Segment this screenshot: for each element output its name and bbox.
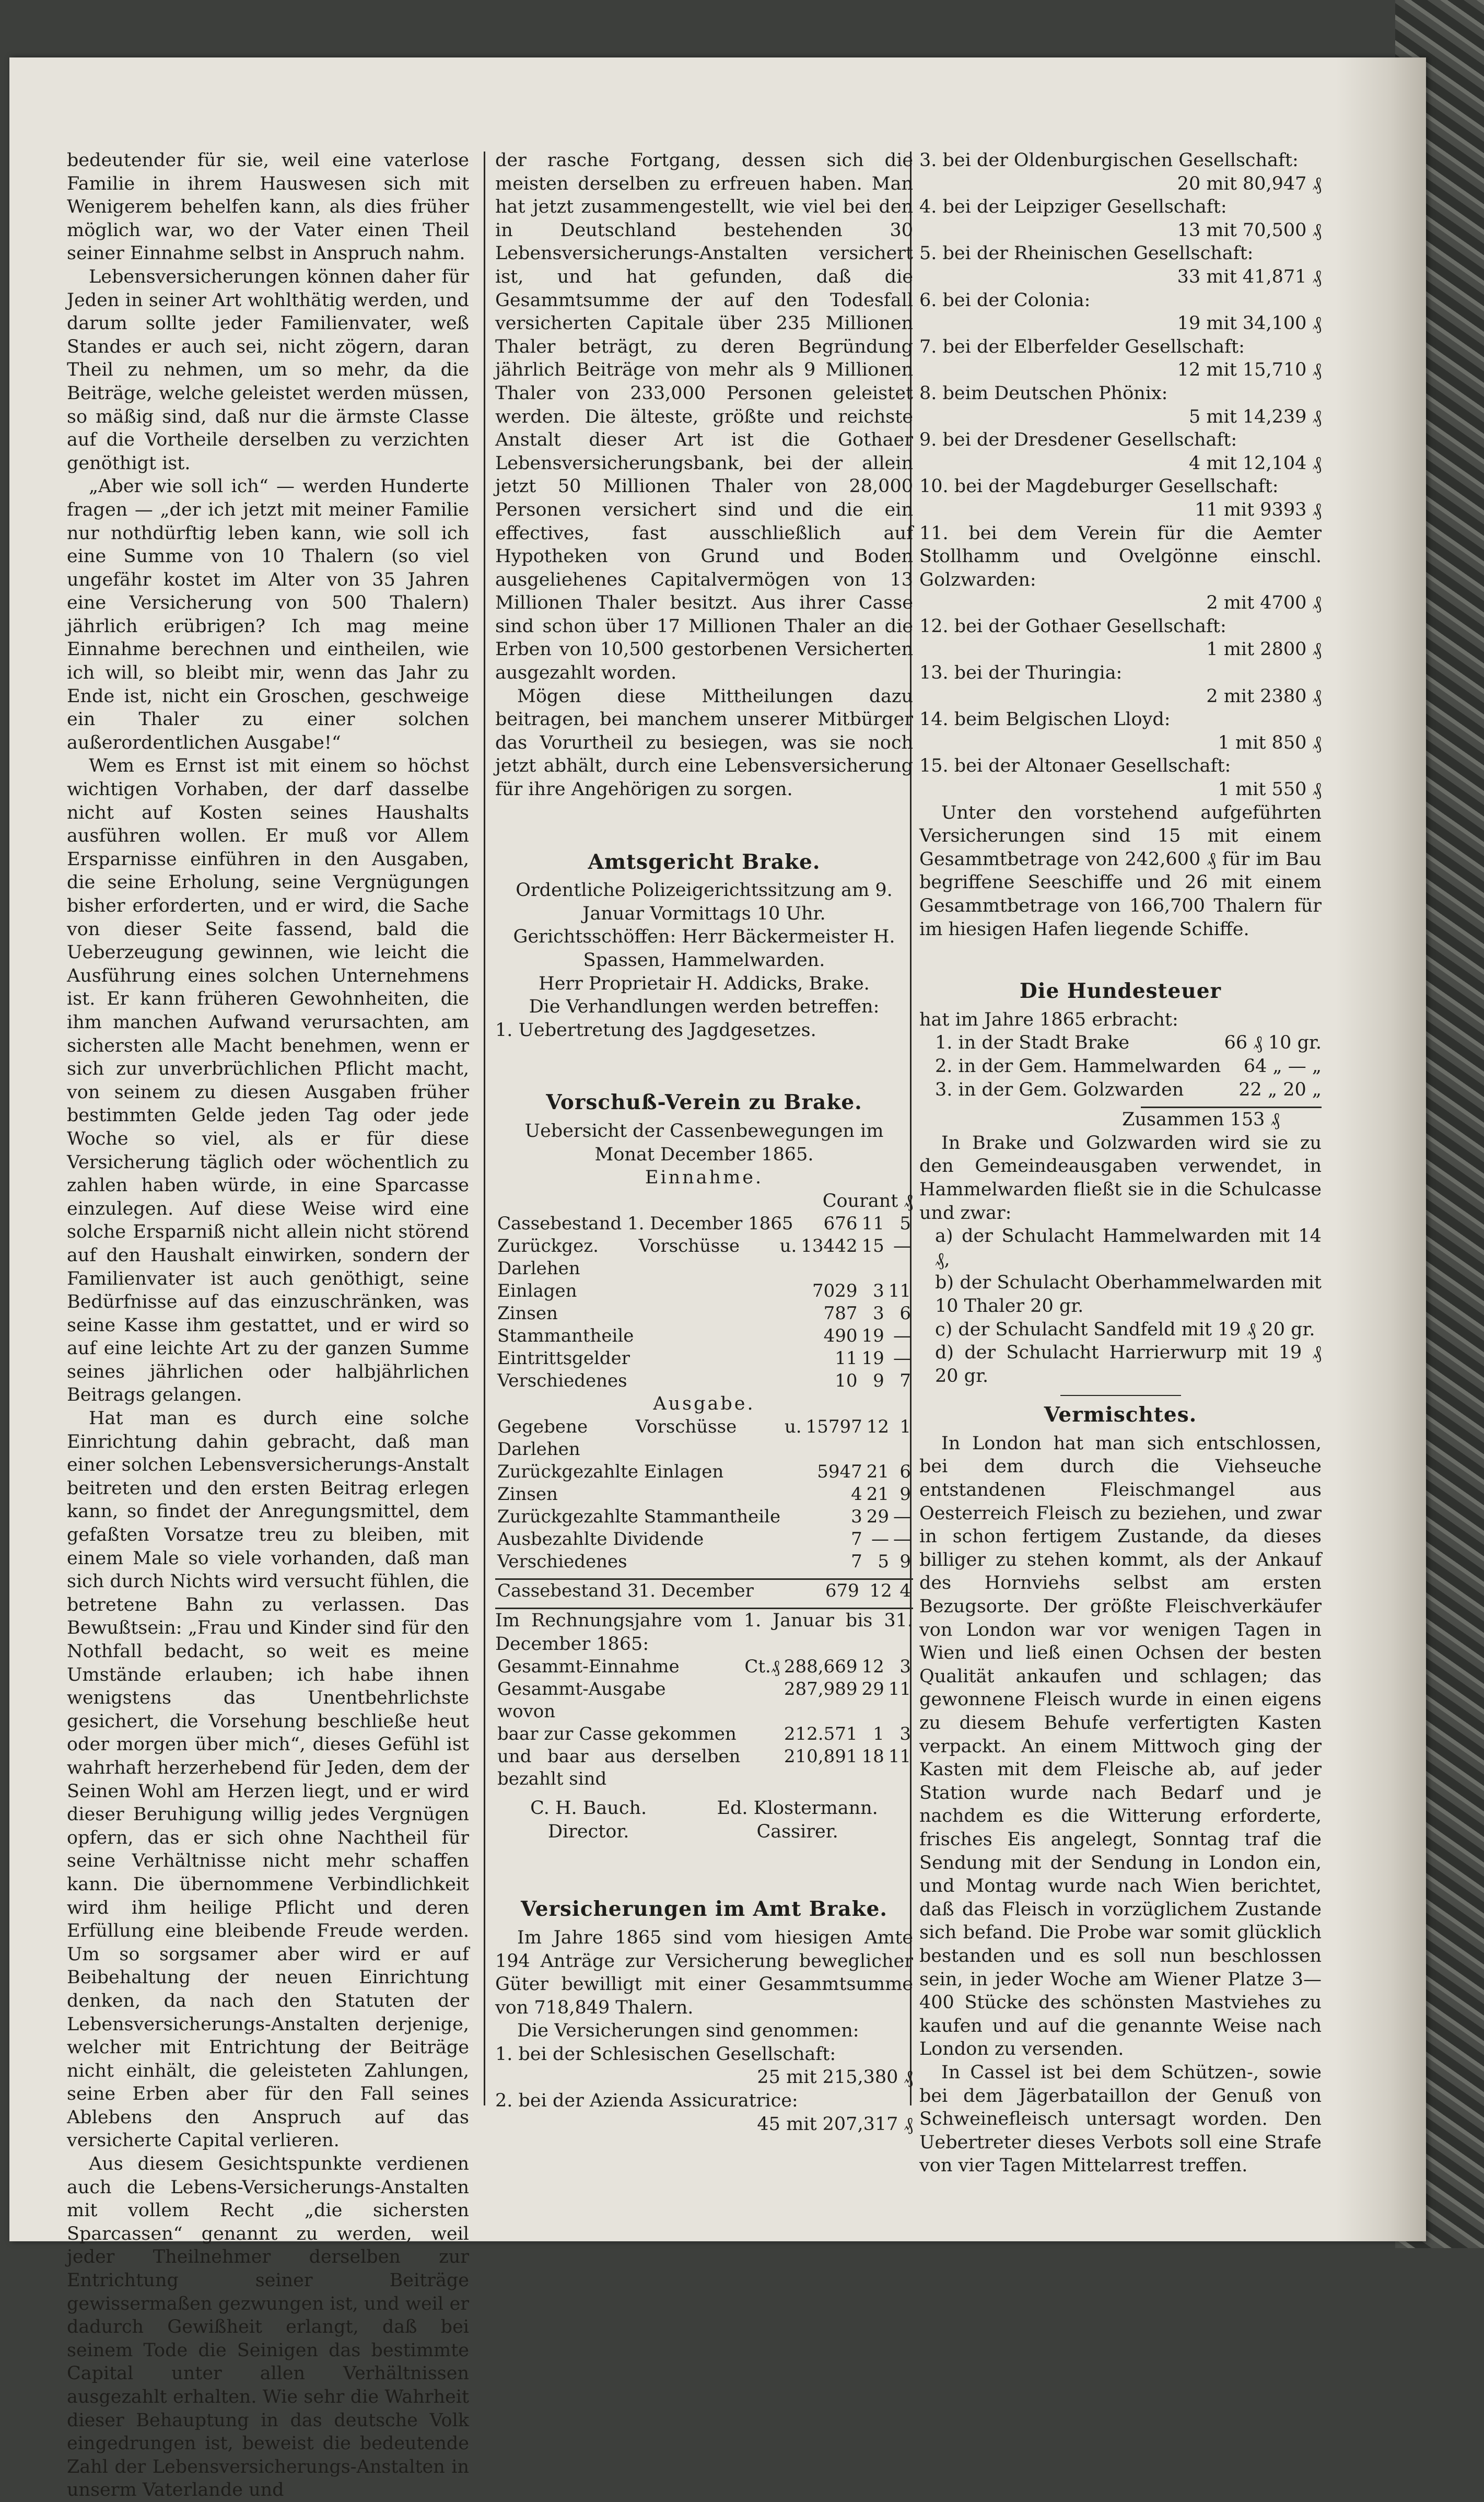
paragraph: In Brake und Golzwarden wird sie zu den Gemeindeausgaben verwendet, in Hammelwarden fließt sie in die Schulcasse und zwar:: [919, 1132, 1322, 1224]
dog-tax-row: [935, 1055, 1322, 1078]
row-label: Verschiedenes: [497, 1370, 627, 1392]
table-row: [495, 1701, 913, 1723]
divider: [1060, 1395, 1181, 1396]
row-value: 3: [851, 1506, 862, 1527]
row-value: 3: [899, 1724, 911, 1745]
signature-director: [530, 1797, 647, 1843]
insurer-value: 11 mit 9393 ₰: [1195, 499, 1322, 520]
signer-name: Ed. Klostermann.: [717, 1798, 878, 1819]
section-title-amtsgericht: Amtsgericht Brake.: [588, 849, 821, 874]
dog-tax-place: 1. in der Stadt Brake: [935, 1032, 1130, 1054]
paragraph: Lebensversicherungen können daher für Jeden in seiner Art wohlthätig werden, und darum sollte jeder Familienvater, weß Standes er auch sei, nicht zögern, daran Theil zu nehmen, um so mehr, da die Beiträge, welche geleistet werden müssen, so mäßig sind, daß nur die ärmste Classe auf die Vortheile derselben zu verzichten genöthigt ist.: [67, 266, 469, 474]
section-subtitle: Uebersicht der Cassenbewegungen im Monat December 1865.: [524, 1120, 884, 1165]
section-title-vorschuss-verein: Vorschuß-Verein zu Brake.: [546, 1090, 862, 1115]
closing-balance-table: [495, 1580, 913, 1602]
paragraph: Im Rechnungsjahre vom 1. Januar bis 31. December 1865:: [495, 1610, 913, 1655]
row-value: 19: [861, 1325, 884, 1347]
row-currency: [742, 1701, 782, 1723]
insurer-label: 8. beim Deutschen Phönix:: [919, 382, 1168, 404]
row-value: 4: [899, 1580, 911, 1601]
row-label: Gesammt-Ausgabe: [497, 1679, 666, 1700]
section-title-hundesteuer: Die Hundesteuer: [1019, 979, 1222, 1004]
insurer-label: 5. bei der Rheinischen Gesellschaft:: [919, 243, 1254, 264]
row-value: 7: [851, 1528, 862, 1550]
row-value: 7: [851, 1551, 862, 1572]
insurer-label: 6. bei der Colonia:: [919, 289, 1091, 311]
insurer-label: 7. bei der Elberfelder Gesellschaft:: [919, 336, 1245, 357]
paragraph: In Cassel ist bei dem Schützen-, sowie bei dem Jägerbataillon der Genuß von Schweinefleisch untersagt worden. Den Uebertreter dieses Verbots soll eine Strafe von vier Tagen Mittelarrest treffen.: [919, 2062, 1322, 2177]
insurer-value: 2 mit 4700 ₰: [1206, 592, 1322, 614]
paragraph: Ordentliche Polizeigerichtssitzung am 9. Januar Vormittags 10 Uhr.: [516, 880, 893, 924]
currency-label: Courant ₰: [822, 1190, 913, 1212]
insurer-value: 4 mit 12,104 ₰: [1188, 452, 1322, 474]
paragraph: Hat man es durch eine solche Einrichtung dahin gebracht, daß man einer solchen Lebensversicherungs-Anstalt beitreten und den ersten Beitrag erlegen kann, so findet der Anregungsmittel, dem gefaßten Vorsatze treu zu bleiben, mit einem Male so viele vorhanden, daß man sich durch Nichts wird versucht fühlen, die betretene Bahn zu verlassen. Das Bewußtsein: „Frau und Kinder sind für den Nothfall bedacht, so weit es meine Umstände erlauben; ich habe ihnen wenigstens das Unentbehrlichste gesichert, die Vorsehung beschließe heut oder morgen über mich“, dieses Gefühl ist wahrhaft herzerhebend für Jeden, dem der Seinen Wohl am Herzen liegt, und er wird dieser Beruhigung willig jedes Vergnügen opfern, das er sich ohne Nachtheil für seine Verhältnisse nicht mehr schaffen kann. Die übernommene Verbindlichkeit wird ihm heilige Pflicht und deren Erfüllung eine bleibende Freude werden. Um so sorgsamer aber wird er auf Beibehaltung der neuen Einrichtung denken, da nach den Statuten der Lebensversicherungs-Anstalten derjenige, welcher mit Entrichtung der Beiträge nicht einhält, die geleisteten Zahlungen, seine Erben aber für den Fall seines Ablebens den Anspruch auf das versicherte Capital verlieren.: [67, 1408, 469, 2151]
dog-tax-amount: 22 „ 20 „: [1238, 1079, 1322, 1100]
paragraph: bedeutender für sie, weil eine vaterlose Familie in ihrem Hauswesen sich mit Wenigerem behelfen kann, als dies früher möglich war, wo der Vater einen Theil seiner Einnahme selbst in Anspruch nahm.: [67, 150, 469, 264]
row-value: [782, 1701, 860, 1723]
signer-role: Director.: [547, 1821, 629, 1842]
insurer-value: 1 mit 850 ₰: [1218, 732, 1322, 753]
paragraph: Die Verhandlungen werden betreffen:: [529, 996, 880, 1018]
table-row: [495, 1235, 913, 1280]
paragraph: In London hat man sich entschlossen, bei dem durch die Viehseuche entstandenen Fleischmangel aus Oesterreich Fleisch zu beziehen, und zwar in schon fertigem Zustande, da dieses billiger zu stehen kommt, als der Ankauf des Hornviehs selbst am ersten Bezugsorte. Der größte Fleischverkäufer von London war vor wenigen Tagen in Wien und ließ einen Ochsen der besten Qualität ankaufen und schlagen; das gewonnene Fleisch wurde in einen eigens zu diesem Behufe verfertigten Kasten verpackt. An einem Mittwoch ging der Kasten mit dem Fleische ab, auf jeder Station wurde nach Bedarf und je nachdem es die Witterung erforderte, frisches Eis angelegt, Sonntag traf die Sendung mit der Sendung in London ein, und Montag wurde nach Wien berichtet, daß das Fleisch in vorzüglichem Zustande sich befand. Die Probe war somit glücklich bestanden und es soll nun beschlossen sein, in jeder Woche am Wiener Platze 3—400 Stücke des schönsten Mastviehes zu kaufen und auf die genannte Weise nach London zu versenden.: [919, 1433, 1322, 2060]
signer-name: C. H. Bauch.: [530, 1798, 647, 1819]
insurer-label: 13. bei der Thuringia:: [919, 662, 1123, 684]
row-label: Gesammt-Einnahme: [497, 1656, 680, 1678]
row-value: 6: [899, 1461, 911, 1482]
row-value: 676: [823, 1213, 858, 1235]
einnahme-table: [495, 1213, 913, 1392]
row-value: 3: [899, 1656, 911, 1678]
row-value: 210,891: [784, 1746, 858, 1767]
row-label: Stammantheile: [497, 1325, 634, 1347]
paragraph: der rasche Fortgang, dessen sich die meisten derselben zu erfreuen haben. Man hat jetzt zusammengestellt, wie viel bei den in Deutschland bestehenden 30 Lebensversicherungs-Anstalten versichert ist, und hat gefunden, daß die Gesammtsumme der auf den Todesfall versicherten Capitale über 235 Millionen Thaler beträgt, zu deren Begründung jährlich Beiträge von mehr als 9 Millionen Thaler von 233,000 Personen geleistet werden. Die älteste, größte und reichste Anstalt dieser Art ist die Gothaer Lebensversicherungsbank, bei der allein jetzt 50 Millionen Thaler von 28,000 Personen versichert sind und die ein effectives, fast ausschließlich auf Hypotheken von Grund und Boden ausgeliehenes Capitalvermögen von 13 Millionen Thaler besitzt. Aus ihrer Casse sind schon über 17 Millionen Thaler an die Erben von 10,500 gestorbenen Versicherten ausgezahlt worden.: [495, 150, 913, 684]
paragraph: hat im Jahre 1865 erbracht:: [919, 1009, 1178, 1030]
dog-tax-place: 3. in der Gem. Golzwarden: [935, 1079, 1184, 1100]
table-row: [495, 1302, 913, 1325]
row-value: —: [893, 1325, 911, 1347]
column-3: [919, 149, 1322, 2178]
table-row: [495, 1745, 913, 1790]
row-currency: [742, 1678, 782, 1701]
row-label: Einlagen: [497, 1281, 577, 1302]
row-value: 5: [899, 1213, 911, 1235]
insurer-value: 1 mit 550 ₰: [1218, 779, 1322, 800]
row-value: 12: [869, 1580, 892, 1601]
row-label: wovon: [497, 1701, 556, 1723]
signatures: [495, 1797, 913, 1843]
dog-tax-row: [935, 1078, 1322, 1102]
row-value: 10: [835, 1370, 858, 1392]
column-1: [67, 149, 469, 2502]
table-row: [495, 1580, 913, 1602]
list-item: b) der Schulacht Oberhammelwarden mit 10 Thaler 20 gr.: [935, 1272, 1322, 1317]
row-value: 12: [861, 1656, 884, 1678]
row-value: 787: [823, 1303, 858, 1324]
row-currency: [742, 1745, 782, 1790]
row-value: 29: [861, 1679, 884, 1700]
row-value: 7029: [812, 1281, 858, 1302]
row-value: 15797: [805, 1416, 862, 1437]
row-currency: [742, 1723, 782, 1745]
insurer-value: 25 mit 215,380 ₰: [757, 2067, 913, 2088]
row-value: 12: [866, 1416, 889, 1437]
insurer-value: 20 mit 80,947 ₰: [1177, 173, 1322, 194]
list-item: a) der Schulacht Hammelwarden mit 14 ₰,: [935, 1226, 1322, 1270]
row-value: 11: [888, 1746, 911, 1767]
insurer-label: 10. bei der Magdeburger Gesellschaft:: [919, 476, 1279, 497]
paragraph: „Aber wie soll ich“ — werden Hunderte fragen — „der ich jetzt mit meiner Familie nur nothdürftig leben kann, wie soll ich eine Summe von 10 Thalern (so viel ungefähr kostet im Alter von 35 Jahren eine Versicherung von 500 Thalern) jährlich erübrigen? Ich mag meine Einnahme berechnen und eintheilen, wie ich will, so bleibt mir, wenn das Jahr zu Ende ist, nicht ein Groschen, geschweige ein Thaler zu einer solchen außerordentlichen Ausgabe!“: [67, 476, 469, 753]
insurer-label: 4. bei der Leipziger Gesellschaft:: [919, 196, 1227, 218]
row-value: 490: [823, 1325, 858, 1347]
table-row: [495, 1347, 913, 1370]
row-value: 288,669: [784, 1656, 858, 1678]
table-row: [495, 1416, 913, 1461]
row-value: 11: [861, 1213, 884, 1235]
row-value: —: [893, 1506, 911, 1527]
insurer-value: 33 mit 41,871 ₰: [1177, 266, 1322, 287]
table-row: [495, 1483, 913, 1506]
insurer-label: 9. bei der Dresdener Gesellschaft:: [919, 429, 1237, 451]
dog-tax-place: 2. in der Gem. Hammelwarden: [935, 1055, 1221, 1077]
insurer-label: 12. bei der Gothaer Gesellschaft:: [919, 615, 1226, 637]
row-value: 18: [861, 1746, 884, 1767]
signature-cashier: [717, 1797, 878, 1843]
insurer-value: 2 mit 2380 ₰: [1206, 685, 1322, 707]
row-value: —: [893, 1348, 911, 1369]
column-rule-1: [484, 152, 485, 2105]
row-label: Eintrittsgelder: [497, 1348, 630, 1369]
row-currency: Ct.₰: [744, 1656, 780, 1678]
paragraph: Wem es Ernst ist mit einem so höchst wichtigen Vorhaben, der darf dasselbe nicht auf Kosten seines Haushalts ausführen wollen. Er muß vor Allem Ersparnisse einführen in den Ausgaben, die seine Erholung, seine Vergnügungen bisher erforderten, und er wird, die Sache von dieser Seite fassend, bald die Ueberzeugung gewinnen, wie leicht die Ausführung eines solchen Unternehmens ist. Er kann früheren Gewohnheiten, die ihm manchen Aufwand verursachten, am sichersten alle Macht benehmen, wenn er sich zur unverbrüchlichen Pflicht macht, von seinem zu diesen Ausgaben früher bestimmten Gelde jeden Tag oder jede Woche so viel, als er für diese Versicherung täglich oder wöchentlich zu zahlen haben würde, in eine Sparcasse einzulegen. Auf diese Weise wird eine solche Ersparniß nicht allein nicht störend auf den Haushalt einwirken, sondern der Familienvater ist auch genöthigt, seine Bedürfnisse auf das einzuschränken, was seine Kasse ihm gestattet, und er wird so auf eine leichte Art zu der ganzen Summe seines jährlichen oder halbjährlichen Beitrags gelangen.: [67, 755, 469, 1406]
row-label: Zurückgez. Vorschüsse u. Darlehen: [497, 1236, 797, 1279]
page-fold-shadow: [1336, 57, 1426, 2241]
row-value: 9: [899, 1483, 911, 1505]
row-value: 9: [899, 1551, 911, 1572]
paragraph: Gerichtsschöffen: Herr Bäckermeister H. Spassen, Hammelwarden.: [513, 926, 895, 971]
row-value: —: [871, 1528, 889, 1550]
paragraph: Herr Proprietair H. Addicks, Brake.: [539, 973, 870, 994]
ausgabe-table: [495, 1416, 913, 1573]
list-item: c) der Schulacht Sandfeld mit 19 ₰ 20 gr.: [935, 1319, 1315, 1340]
list-item: d) der Schulacht Harrierwurp mit 19 ₰ 20 gr.: [935, 1342, 1322, 1387]
paragraph: Mögen diese Mittheilungen dazu beitragen, bei manchem unserer Mitbürger das Vorurtheil zu besiegen, was sie noch jetzt abhält, durch eine Lebensversicherung für ihre Angehörigen zu sorgen.: [495, 685, 913, 800]
row-label: Verschiedenes: [497, 1551, 627, 1572]
table-row: [495, 1506, 913, 1528]
dog-tax-list: [919, 1031, 1322, 1101]
table-row: [495, 1723, 913, 1745]
paragraph: Aus diesem Gesichtspunkte verdienen auch die Lebens-Versicherungs-Anstalten mit vollem Recht „die sichersten Sparcassen“ genannt zu werden, weil jeder Theilnehmer derselben zur Entrichtung seiner Beiträge gewissermaßen gezwungen ist, und weil er dadurch Gewißheit erlangt, daß bei seinem Tode die Seinigen das bestimmte Capital unter allen Verhältnissen ausgezahlt erhalten. Wie sehr die Wahrheit dieser Behauptung in das deutsche Volk eingedrungen ist, beweist die bedeutende Zahl der Lebensversicherungs-Anstalten in unserm Vaterlande und: [67, 2154, 469, 2501]
row-label: baar zur Casse gekommen: [497, 1724, 737, 1745]
insurer-value: 45 mit 207,317 ₰: [757, 2113, 913, 2135]
row-label: Cassebestand 1. December 1865: [497, 1213, 793, 1235]
ausgabe-heading: Ausgabe.: [653, 1393, 755, 1415]
table-row: [495, 1213, 913, 1235]
paragraph: 1. Uebertretung des Jagdgesetzes.: [495, 1019, 816, 1041]
insurer-label: 14. beim Belgischen Lloyd:: [919, 709, 1171, 730]
row-value: 3: [873, 1303, 884, 1324]
row-value: 5: [878, 1551, 889, 1572]
row-label: Zurückgezahlte Einlagen: [497, 1461, 724, 1482]
table-row: [495, 1678, 913, 1701]
table-row: [495, 1551, 913, 1573]
row-value: 287,989: [784, 1679, 858, 1700]
row-value: 212.571: [784, 1724, 858, 1745]
school-allocation-list: [919, 1225, 1322, 1388]
row-label: und baar aus derselben bezahlt sind: [497, 1746, 741, 1790]
dog-tax-sum: Zusammen 153 ₰: [1122, 1109, 1280, 1131]
paragraph: Die Versicherungen sind genommen:: [517, 2020, 859, 2042]
column-2: [495, 149, 913, 2136]
row-value: 4: [851, 1483, 862, 1505]
insurer-list: [919, 149, 1322, 801]
row-label: Ausbezahlte Dividende: [497, 1528, 704, 1550]
section-title-vermischtes: Vermischtes.: [1044, 1403, 1197, 1427]
row-value: 7: [899, 1370, 911, 1392]
dog-tax-row: [935, 1031, 1322, 1055]
row-value: —: [893, 1528, 911, 1550]
dog-tax-amount: 64 „ — „: [1243, 1055, 1322, 1077]
row-value: 3: [873, 1281, 884, 1302]
row-value: 21: [866, 1483, 889, 1505]
paragraph: Unter den vorstehend aufgeführten Versicherungen sind 15 mit einem Gesammtbetrage von 242,600 ₰ für im Bau begriffene Seeschiffe und 26 mit einem Gesammtbetrage von 166,700 Thalern für im hiesigen Hafen liegende Schiffe.: [919, 802, 1322, 940]
row-value: 679: [825, 1580, 859, 1601]
table-row: [495, 1528, 913, 1551]
row-value: 1: [873, 1724, 884, 1745]
row-value: 11: [888, 1281, 911, 1302]
insurer-value: 19 mit 34,100 ₰: [1177, 313, 1322, 334]
insurer-label: 15. bei der Altonaer Gesellschaft:: [919, 755, 1231, 777]
row-label: Gegebene Vorschüsse u. Darlehen: [497, 1416, 802, 1460]
row-value: 6: [899, 1303, 911, 1324]
newspaper-page: [9, 57, 1426, 2501]
rechnungsjahr-table: [495, 1656, 913, 1790]
row-label: Cassebestand 31. December: [497, 1580, 754, 1601]
row-value: 9: [873, 1370, 884, 1392]
table-row: [495, 1461, 913, 1483]
row-value: 1: [899, 1416, 911, 1437]
row-value: [886, 1701, 913, 1723]
table-row: [495, 1280, 913, 1302]
section-title-versicherungen: Versicherungen im Amt Brake.: [521, 1897, 887, 1922]
insurer-label: 2. bei der Azienda Assicuratrice:: [495, 2090, 798, 2112]
row-value: 11: [888, 1679, 911, 1700]
row-value: 19: [861, 1348, 884, 1369]
row-value: —: [893, 1236, 911, 1257]
row-value: 5947: [817, 1461, 862, 1482]
insurer-value: 5 mit 14,239 ₰: [1188, 406, 1322, 427]
row-label: Zinsen: [497, 1483, 558, 1505]
row-value: 21: [866, 1461, 889, 1482]
table-row: [495, 1370, 913, 1392]
insurer-label: 11. bei dem Verein für die Aemter Stollhamm und Ovelgönne einschl. Golzwarden:: [919, 522, 1322, 590]
row-value: [859, 1701, 886, 1723]
paragraph: Im Jahre 1865 sind vom hiesigen Amte 194 Anträge zur Versicherung beweglicher Güter bewilligt mit einer Gesammtsumme von 718,849 Thalern.: [495, 1927, 913, 2018]
insurer-value: 1 mit 2800 ₰: [1206, 639, 1322, 660]
row-value: 11: [835, 1348, 858, 1369]
table-row: [495, 1656, 913, 1678]
einnahme-heading: Einnahme.: [645, 1167, 764, 1189]
insurer-label: 1. bei der Schlesischen Gesellschaft:: [495, 2043, 836, 2065]
signer-role: Cassirer.: [756, 1821, 838, 1842]
insurer-label: 3. bei der Oldenburgischen Gesellschaft:: [919, 150, 1299, 171]
row-label: Zurückgezahlte Stammantheile: [497, 1506, 781, 1527]
table-row: [495, 1325, 913, 1347]
row-label: Zinsen: [497, 1303, 558, 1324]
row-value: 15: [861, 1236, 884, 1257]
row-value: 29: [866, 1506, 889, 1527]
insurer-value: 13 mit 70,500 ₰: [1177, 219, 1322, 241]
row-value: 13442: [801, 1236, 858, 1257]
insurer-value: 12 mit 15,710 ₰: [1177, 359, 1322, 381]
dog-tax-amount: 66 ₰ 10 gr.: [1224, 1032, 1322, 1054]
